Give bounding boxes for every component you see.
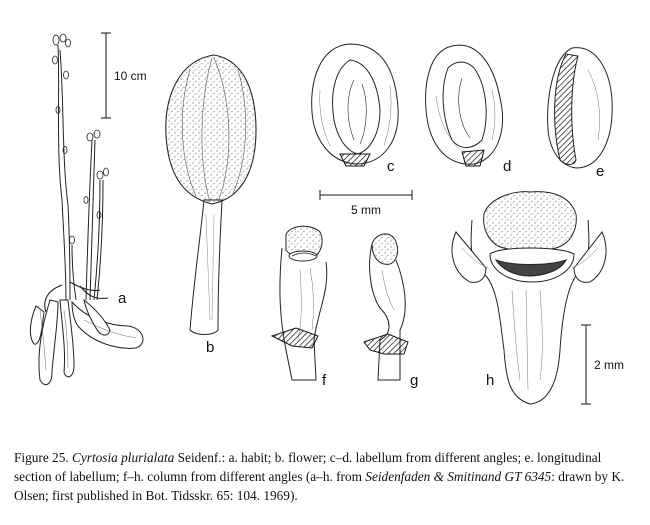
panel-label-d: d xyxy=(503,158,512,175)
panel-label-e: e xyxy=(596,163,605,180)
caption-body: Seidenf.: a. habit; b. flower; c–d. labellum from different angles; e. longitudinal section of labellum; f–h. column from different angles (a–h. from xyxy=(14,450,602,484)
panel-label-b: b xyxy=(206,339,215,356)
species-name: Cyrtosia plurialata xyxy=(72,450,175,465)
collection-reference: Seidenfaden & Smitinand GT 6345 xyxy=(365,469,552,484)
scale-bar-column xyxy=(581,325,591,404)
panel-label-a: a xyxy=(118,290,127,307)
column-view-g xyxy=(364,234,408,380)
flower-illustration xyxy=(166,55,256,335)
labellum-view-d xyxy=(426,45,503,166)
scale-label-labellum: 5 mm xyxy=(351,203,381,217)
scale-label-habit: 10 cm xyxy=(114,69,147,83)
scale-bar-labellum xyxy=(320,190,412,200)
column-view-h xyxy=(452,192,606,404)
scale-label-column: 2 mm xyxy=(594,358,624,372)
column-view-f xyxy=(272,226,327,380)
habit-illustration xyxy=(30,34,143,385)
panel-label-g: g xyxy=(410,372,419,389)
panel-label-h: h xyxy=(486,372,495,389)
labellum-section-e xyxy=(548,48,613,168)
caption-end: : drawn by K. Olsen; first published in Bot. Tidsskr. 65: 104. 1969). xyxy=(14,469,625,503)
scale-bar-habit xyxy=(101,33,111,118)
figure-caption xyxy=(14,448,636,505)
figure-number: Figure 25. xyxy=(14,450,69,465)
panel-label-f: f xyxy=(322,372,327,389)
panel-label-c: c xyxy=(387,158,395,175)
labellum-view-c xyxy=(312,44,398,166)
